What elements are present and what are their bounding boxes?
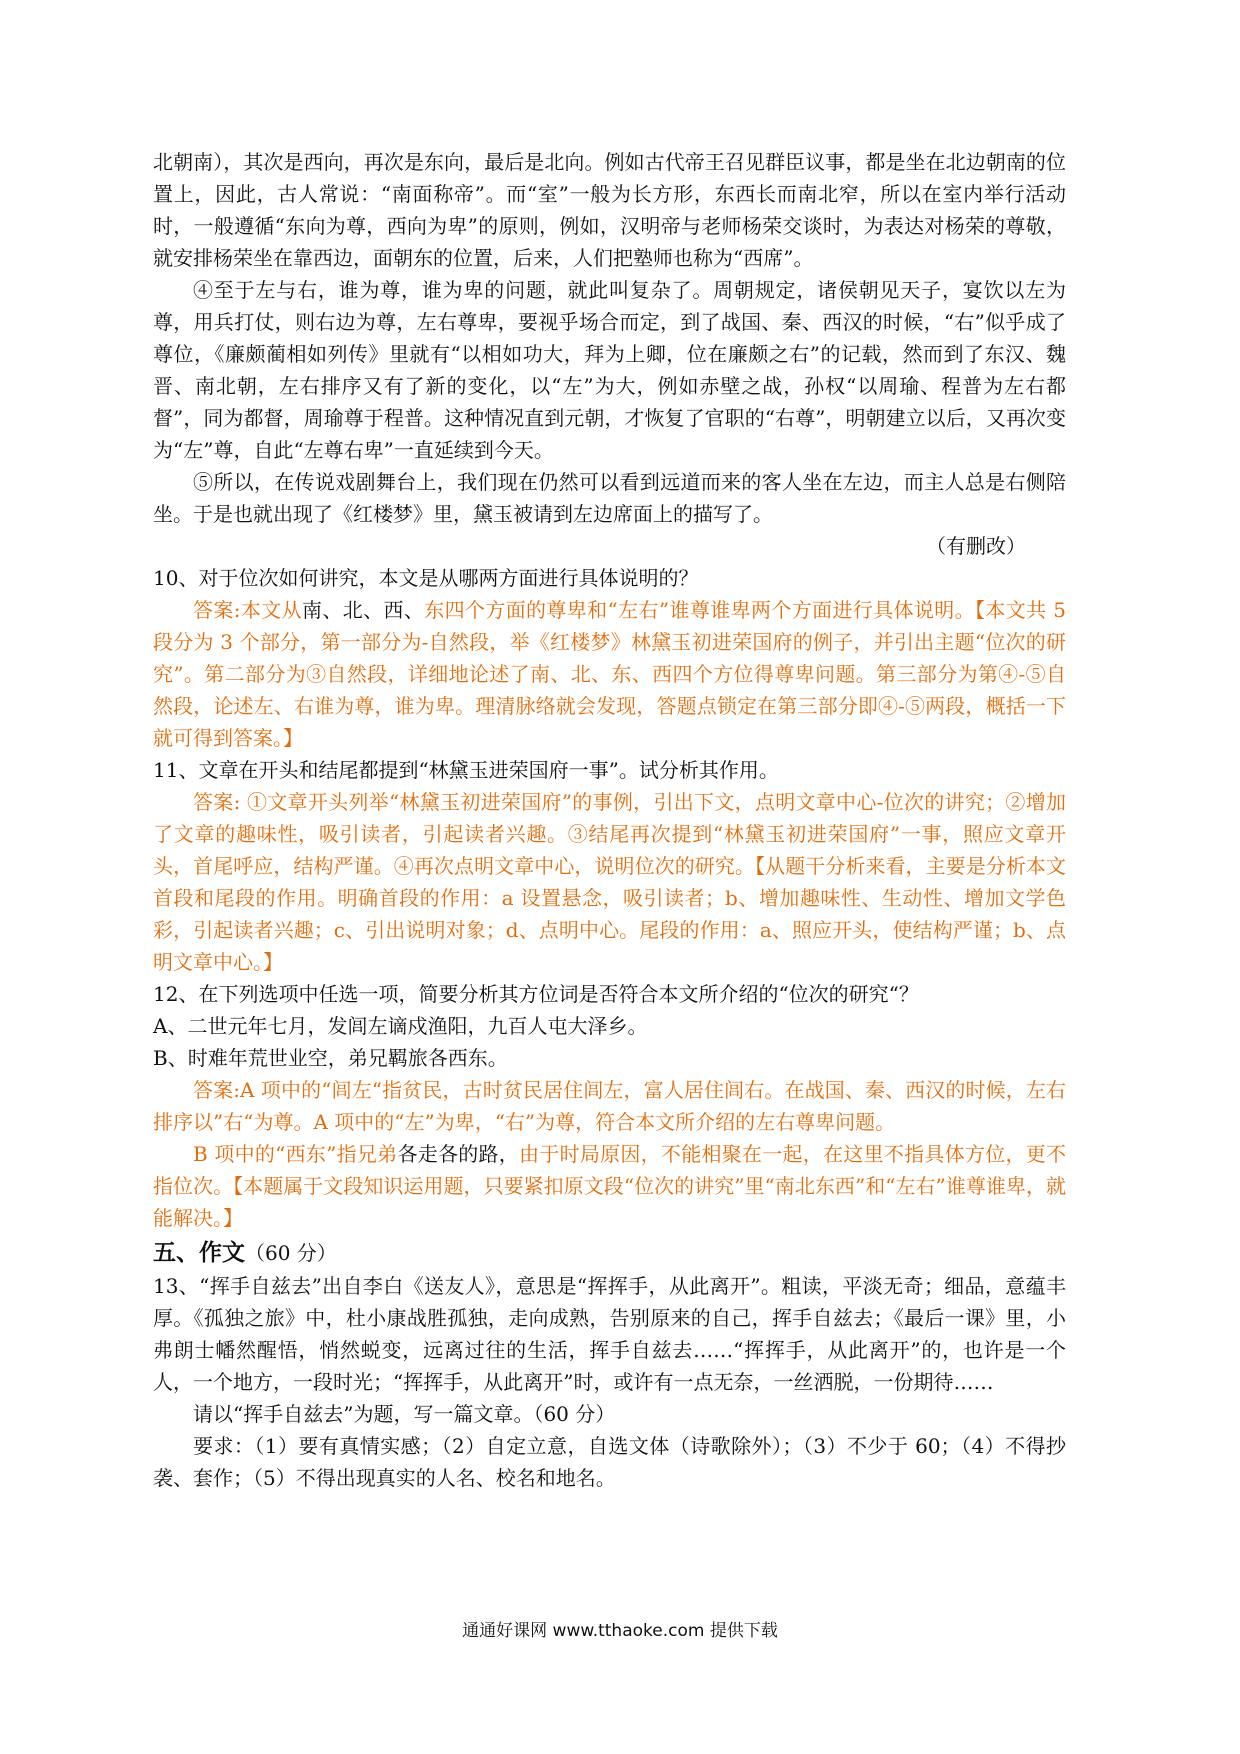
section-5-points: （60 分） [245, 1241, 337, 1265]
answer-12-b-part-2: 各走各的路， [397, 1142, 520, 1166]
answer-12-a: 答案:A 项中的“闾左“指贫民，古时贫民居住闾左，富人居住闾右。在战国、秦、西汉的时候，左右排序以”右“为尊。A 项中的“左”为卑，“右”为尊，符合本文所介绍的左右尊卑问题。 [153, 1078, 1066, 1134]
answer-10-part-b: 南、北、西、 [301, 598, 425, 622]
section-5-title [153, 1236, 1066, 1270]
answer-10-part-c: 东四个方面的尊卑和“左右”谁尊谁卑两个方面进行具体说明。【本文共 5 段分为 3 个部分，第一部分为-自然段，举《红楼梦》林黛玉初进荣国府的例子，并引出主题“位次的研究”。第二部分为③自然段，详细地论述了南、北、东、西四个方位得尊卑问题。第三部分为第④-⑤自然段，论述左、右谁为尊，谁为卑。理清脉络就会发现，答题点锁定在第三部分即④-⑤两段，概括一下就可得到答案。】 [153, 598, 1066, 750]
question-12: 12、在下列选项中任选一项，简要分析其方位词是否符合本文所介绍的“位次的研究“？ [153, 982, 919, 1006]
question-12-option-b: B、时难年荒世业空，弟兄羁旅各西东。 [153, 1046, 508, 1070]
answer-10-part-a: 答案:本文从 [193, 598, 302, 622]
answer-12-b [153, 1138, 1066, 1234]
answer-12-b-part-3: 由于时局原因，不能相聚在一起，在这里不指具体方位，更不指位次。【本题属于文段知识运用题，只要紧扣原文段“位次的讲究”里“南北东西”和“左右”谁尊谁卑，就能解决。】 [153, 1142, 1067, 1230]
question-13-task: 请以“挥手自兹去”为题，写一篇文章。（60 分） [193, 1402, 616, 1426]
answer-10 [153, 594, 1066, 754]
passage-source-note: （有删改） [926, 534, 1026, 558]
passage-paragraph-4: ④至于左与右，谁为尊，谁为卑的问题，就此叫复杂了。周朝规定，诸侯朝见天子，宴饮以左为尊，用兵打仗，则右边为尊，左右尊卑，要视乎场合而定，到了战国、秦、西汉的时候，“右”似乎成了尊位，《廉颇蔺相如列传》里就有“以相如功大，拜为上卿，位在廉颇之右”的记载，然而到了东汉、魏晋、南北朝，左右排序又有了新的变化，以“左”为大，例如赤壁之战，孙权“以周瑜、程普为左右都督”，同为都督，周瑜尊于程普。这种情况直到元朝，才恢复了官职的“右尊”，明朝建立以后，又再次变为“左”尊，自此“左尊右卑”一直延续到今天。 [153, 278, 1066, 462]
question-13-prompt: 13、“挥手自兹去”出自李白《送友人》，意思是“挥挥手，从此离开”。粗读，平淡无奇；细品，意蕴丰厚。《孤独之旅》中，杜小康战胜孤独，走向成熟，告别原来的自己，挥手自兹去；《最后一课》里，小弗朗士幡然醒悟，悄然蜕变，远离过往的生活，挥手自兹去……“挥挥手，从此离开”的，也许是一个人，一个地方，一段时光；“挥挥手，从此离开”时，或许有一点无奈，一丝洒脱，一份期待…… [153, 1274, 1066, 1394]
document-page [153, 146, 1066, 1494]
question-13-requirements: 要求：（1）要有真情实感；（2）自定立意，自选文体（诗歌除外）；（3）不少于 60；（4）不得抄袭、套作；（5）不得出现真实的人名、校名和地名。 [153, 1434, 1066, 1490]
answer-12-b-part-1: B 项中的“西东”指兄弟 [193, 1142, 398, 1166]
passage-paragraph-5: ⑤所以，在传说戏剧舞台上，我们现在仍然可以看到远道而来的客人坐在左边，而主人总是右侧陪坐。于是也就出现了《红楼梦》里，黛玉被请到左边席面上的描写了。 [153, 470, 1066, 526]
question-12-option-a: A、二世元年七月，发闾左谪戍渔阳，九百人屯大泽乡。 [153, 1014, 648, 1038]
question-10: 10、对于位次如何讲究，本文是从哪两方面进行具体说明的？ [153, 566, 699, 590]
section-5-heading: 五、作文 [153, 1239, 245, 1266]
page-footer: 通通好课网 www.tthaoke.com 提供下载 [462, 1621, 778, 1641]
question-11: 11、文章在开头和结尾都提到“林黛玉进荣国府一事”。试分析其作用。 [153, 758, 779, 782]
answer-11: 答案: ①文章开头列举“林黛玉初进荣国府”的事例，引出下文，点明文章中心-位次的讲究；②增加了文章的趣味性，吸引读者，引起读者兴趣。③结尾再次提到“林黛玉初进荣国府”一事，照应文章开头，首尾呼应，结构严谨。④再次点明文章中心，说明位次的研究。【从题干分析来看，主要是分析本文首段和尾段的作用。明确首段的作用：a 设置悬念，吸引读者；b、增加趣味性、生动性、增加文学色彩，引起读者兴趣；c、引出说明对象；d、点明中心。尾段的作用：a、照应开头，使结构严谨；b、点明文章中心。】 [153, 790, 1066, 974]
passage-paragraph-3-continued: 北朝南），其次是西向，再次是东向，最后是北向。例如古代帝王召见群臣议事，都是坐在北边朝南的位置上，因此，古人常说：“南面称帝”。而“室”一般为长方形，东西长而南北窄，所以在室内举行活动时，一般遵循“东向为尊，西向为卑”的原则，例如，汉明帝与老师杨荣交谈时，为表达对杨荣的尊敬，就安排杨荣坐在靠西边，面朝东的位置，后来，人们把塾师也称为“西席”。 [153, 150, 1066, 270]
